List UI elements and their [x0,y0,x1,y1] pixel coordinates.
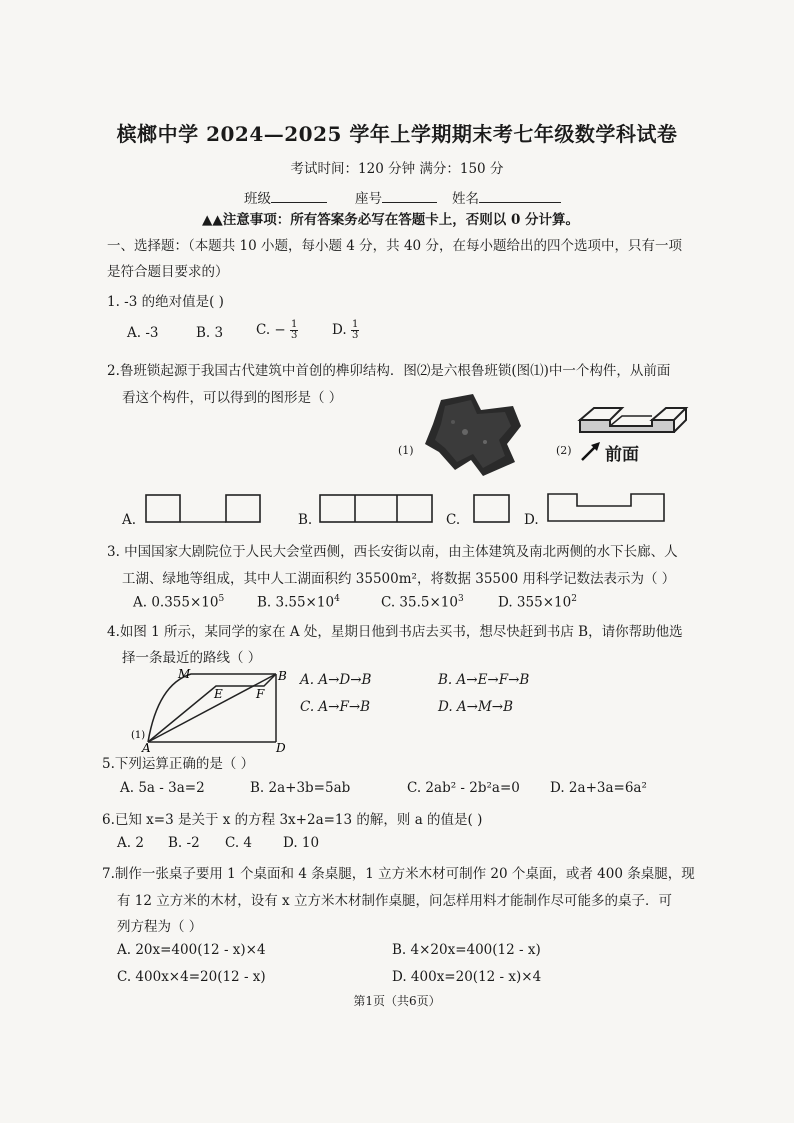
page-footer: 第1页（共6页） [353,994,441,1008]
q2-option-c: C. [446,512,461,528]
q1-c-numerator: 1 [291,319,298,330]
q1-option-c-fraction [290,320,298,341]
q2-option-a-figure [145,494,263,524]
q3-option-d-base: D. 355×10 [498,594,572,611]
notice: ▲▲注意事项：所有答案务必写在答题卡上，否则以 0 分计算。 [202,212,580,228]
q6-stem: 6.已知 x=3 是关于 x 的方程 3x+2a=13 的解，则 a 的值是( ) [102,812,483,828]
point-F: F [256,687,265,701]
q5-stem: 5.下列运算正确的是（ ） [102,756,255,772]
q6-option-a: A. 2 [117,835,144,851]
q7-option-b: B. 4×20x=400(12 - x) [392,942,541,958]
q3-stem-line2: 工湖、绿地等组成，其中人工湖面积约 35500m²，将数据 35500 用科学记数法表示为（ ） [122,571,676,587]
q2-option-c-figure [473,494,513,524]
q5-option-b: B. 2a+3b=5ab [250,780,351,796]
q7-option-d: D. 400x=20(12 - x)×4 [392,969,542,985]
q4-option-d: D. A→M→B [438,699,514,715]
seat-label: 座号 [355,191,382,207]
point-B: B [278,669,287,683]
q1-c-denominator: 3 [291,330,298,341]
q2-option-d-figure [547,492,667,524]
q3-stem-line1: 3. 中国国家大剧院位于人民大会堂西侧，西长安街以南，由主体建筑及南北两侧的水下长廊、人 [107,544,678,560]
exam-info: 考试时间：120 分钟 满分：150 分 [290,161,504,177]
q1-option-c [256,320,298,341]
seat-blank [382,188,437,203]
q2-option-b: B. [298,512,313,528]
q7-stem-line1: 7.制作一张桌子要用 1 个桌面和 4 条桌腿，1 立方米木材可制作 20 个桌面，或者 400 条桌腿，现 [102,866,695,882]
q4-option-c: C. A→F→B [300,699,371,715]
q3-option-b-base: B. 3.55×10 [257,594,335,611]
q4-fig-label: (1) [131,730,146,741]
q6-option-d: D. 10 [283,835,320,851]
q3-option-a-base: A. 0.355×10 [133,594,219,611]
q1-option-c-prefix: C. − [256,322,286,338]
q1-d-denominator: 3 [351,330,359,341]
class-blank [271,188,327,203]
q3-option-c-base: C. 35.5×10 [381,594,458,611]
q1-option-b: B. 3 [196,325,224,341]
q2-option-b-figure [319,494,435,524]
q3-option-d-exp: 2 [571,594,577,604]
q6-option-c: C. 4 [225,835,253,851]
q3-option-c [381,594,464,611]
q5-option-c: C. 2ab² - 2b²a=0 [407,780,520,796]
point-E: E [214,687,223,701]
seat-field [355,187,437,207]
q4-stem-line2: 择一条最近的路线（ ） [122,650,262,666]
q7-stem-line3: 列方程为（ ） [117,919,203,935]
front-label: 前面 [605,445,639,465]
route-diagram [128,664,298,754]
point-M: M [178,667,191,681]
q7-option-a: A. 20x=400(12 - x)×4 [117,942,266,958]
name-label: 姓名 [452,191,479,207]
q2-stem-line2: 看这个构件，可以得到的图形是（ ） [122,390,343,406]
name-blank [479,188,561,203]
q1-option-d-fraction [351,320,359,341]
q2-option-a: A. [122,512,137,528]
class-field [244,187,327,207]
q3-option-a-exp: 5 [218,594,225,604]
point-A: A [142,741,151,754]
q3-option-b-exp: 4 [334,594,340,604]
q3-option-b [257,594,340,611]
q4-stem-line1: 4.如图 1 所示，某同学的家在 A 处，星期日他到书店去买书，想尽快赶到书店 B，请你帮助他选 [107,624,683,640]
q1-stem: 1. -3 的绝对值是( ) [107,294,224,310]
section1-intro-line1: 一、选择题：（本题共 10 小题，每小题 4 分，共 40 分，在每小题给出的四个选项中，只有一项 [107,238,682,254]
q5-option-d: D. 2a+3a=6a² [550,780,647,796]
q7-stem-line2: 有 12 立方米的木材，设有 x 立方米木材制作桌腿，问怎样用料才能制作尽可能多的桌子．可 [117,893,672,909]
q6-option-b: B. -2 [168,835,200,851]
section1-intro-line2: 是符合题目要求的） [107,264,229,280]
luban-lock-photo [415,392,535,480]
q2-fig2-label: (2) [556,444,572,457]
q1-option-a: A. -3 [127,325,159,341]
q2-stem-line1: 2.鲁班锁起源于我国古代建筑中首创的榫卯结构．图⑵是六根鲁班锁(图⑴)中一个构件，从前面 [107,363,671,379]
q4-option-b: B. A→E→F→B [438,672,530,688]
q1-option-d-prefix: D. [332,322,347,338]
q5-option-a: A. 5a - 3a=2 [120,780,205,796]
q3-option-d [498,594,577,611]
point-D: D [276,741,286,754]
q7-option-c: C. 400x×4=20(12 - x) [117,969,266,985]
q3-option-c-exp: 3 [457,594,464,604]
q3-option-a [133,594,224,611]
q1-d-numerator: 1 [351,319,359,330]
exam-title: 槟榔中学 2024—2025 学年上学期期末考七年级数学科试卷 [116,122,678,146]
name-field [452,187,561,207]
q1-option-d [332,320,359,341]
q2-fig1-label: (1) [398,444,414,457]
q2-option-d: D. [524,512,539,528]
q4-option-a: A. A→D→B [300,672,372,688]
class-label: 班级 [244,191,271,207]
